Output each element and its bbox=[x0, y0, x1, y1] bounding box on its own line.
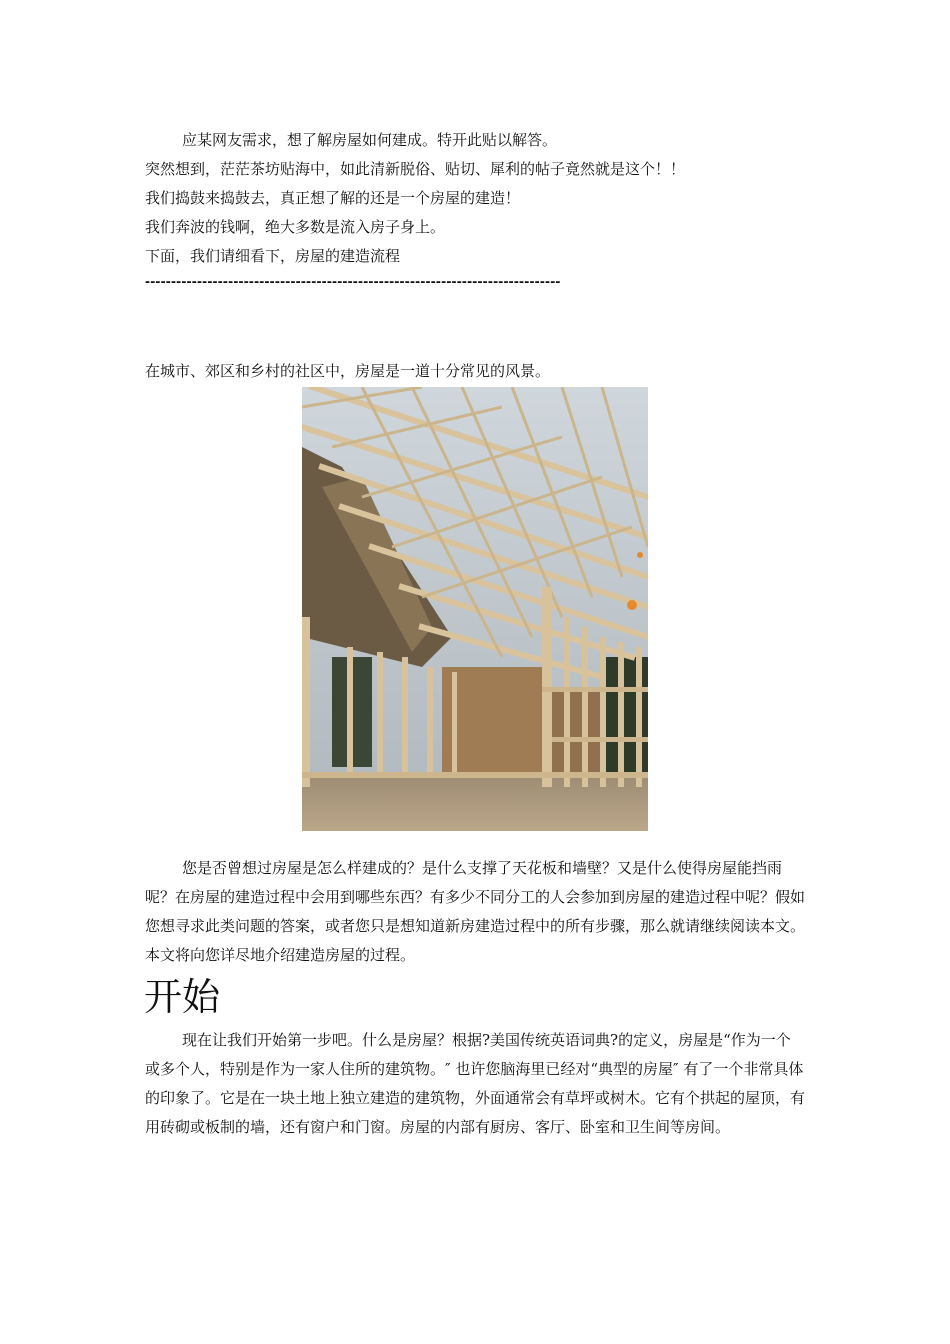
section-heading: 开始 bbox=[144, 975, 221, 1019]
intro-line-2: 突然想到，茫茫茶坊贴海中，如此清新脱俗、贴切、犀利的帖子竟然就是这个！！ bbox=[145, 160, 686, 178]
intro-line-4: 我们奔波的钱啊，绝大多数是流入房子身上。 bbox=[145, 218, 446, 236]
paragraph-2: 现在让我们开始第一步吧。什么是房屋？根据?美国传统英语词典?的定义，房屋是“作为一个或多个人，特别是作为一家人住所的建筑物。″ 也许您脑海里已经对“典型的房屋″ 有了一个非常具体的印象了。它是在一块土地上独立建造的建筑物，外面通常会有草坪或树木。它有个拱起的屋顶，有用砖砌或板制的墙，还有窗户和门窗。房屋的内部有厨房、客厅、卧室和卫生间等房间。 bbox=[145, 1031, 806, 1136]
intro-paragraph bbox=[145, 854, 805, 970]
definition-paragraph bbox=[145, 1026, 805, 1142]
intro-line-5: 下面，我们请细看下，房屋的建造流程 bbox=[145, 247, 401, 265]
house-framing-photo bbox=[302, 387, 648, 831]
paragraph-1: 您是否曾想过房屋是怎么样建成的？是什么支撑了天花板和墙壁？又是什么使得房屋能挡雨呢？在房屋的建造过程中会用到哪些东西？有多少不同分工的人会参加到房屋的建造过程中呢？假如您想寻求此类问题的答案，或者您只是想知道新房建造过程中的所有步骤，那么就请继续阅读本文。本文将向您详尽地介绍建造房屋的过程。 bbox=[145, 859, 806, 964]
dashed-divider: -------------------------------------------------------------------------------- bbox=[145, 273, 561, 290]
photo-caption: 在城市、郊区和乡村的社区中，房屋是一道十分常见的风景。 bbox=[145, 362, 551, 380]
intro-block bbox=[145, 126, 805, 293]
intro-line-3: 我们捣鼓来捣鼓去，真正想了解的还是一个房屋的建造！ bbox=[145, 189, 521, 207]
intro-line-1: 应某网友需求，想了解房屋如何建成。特开此贴以解答。 bbox=[182, 131, 558, 149]
